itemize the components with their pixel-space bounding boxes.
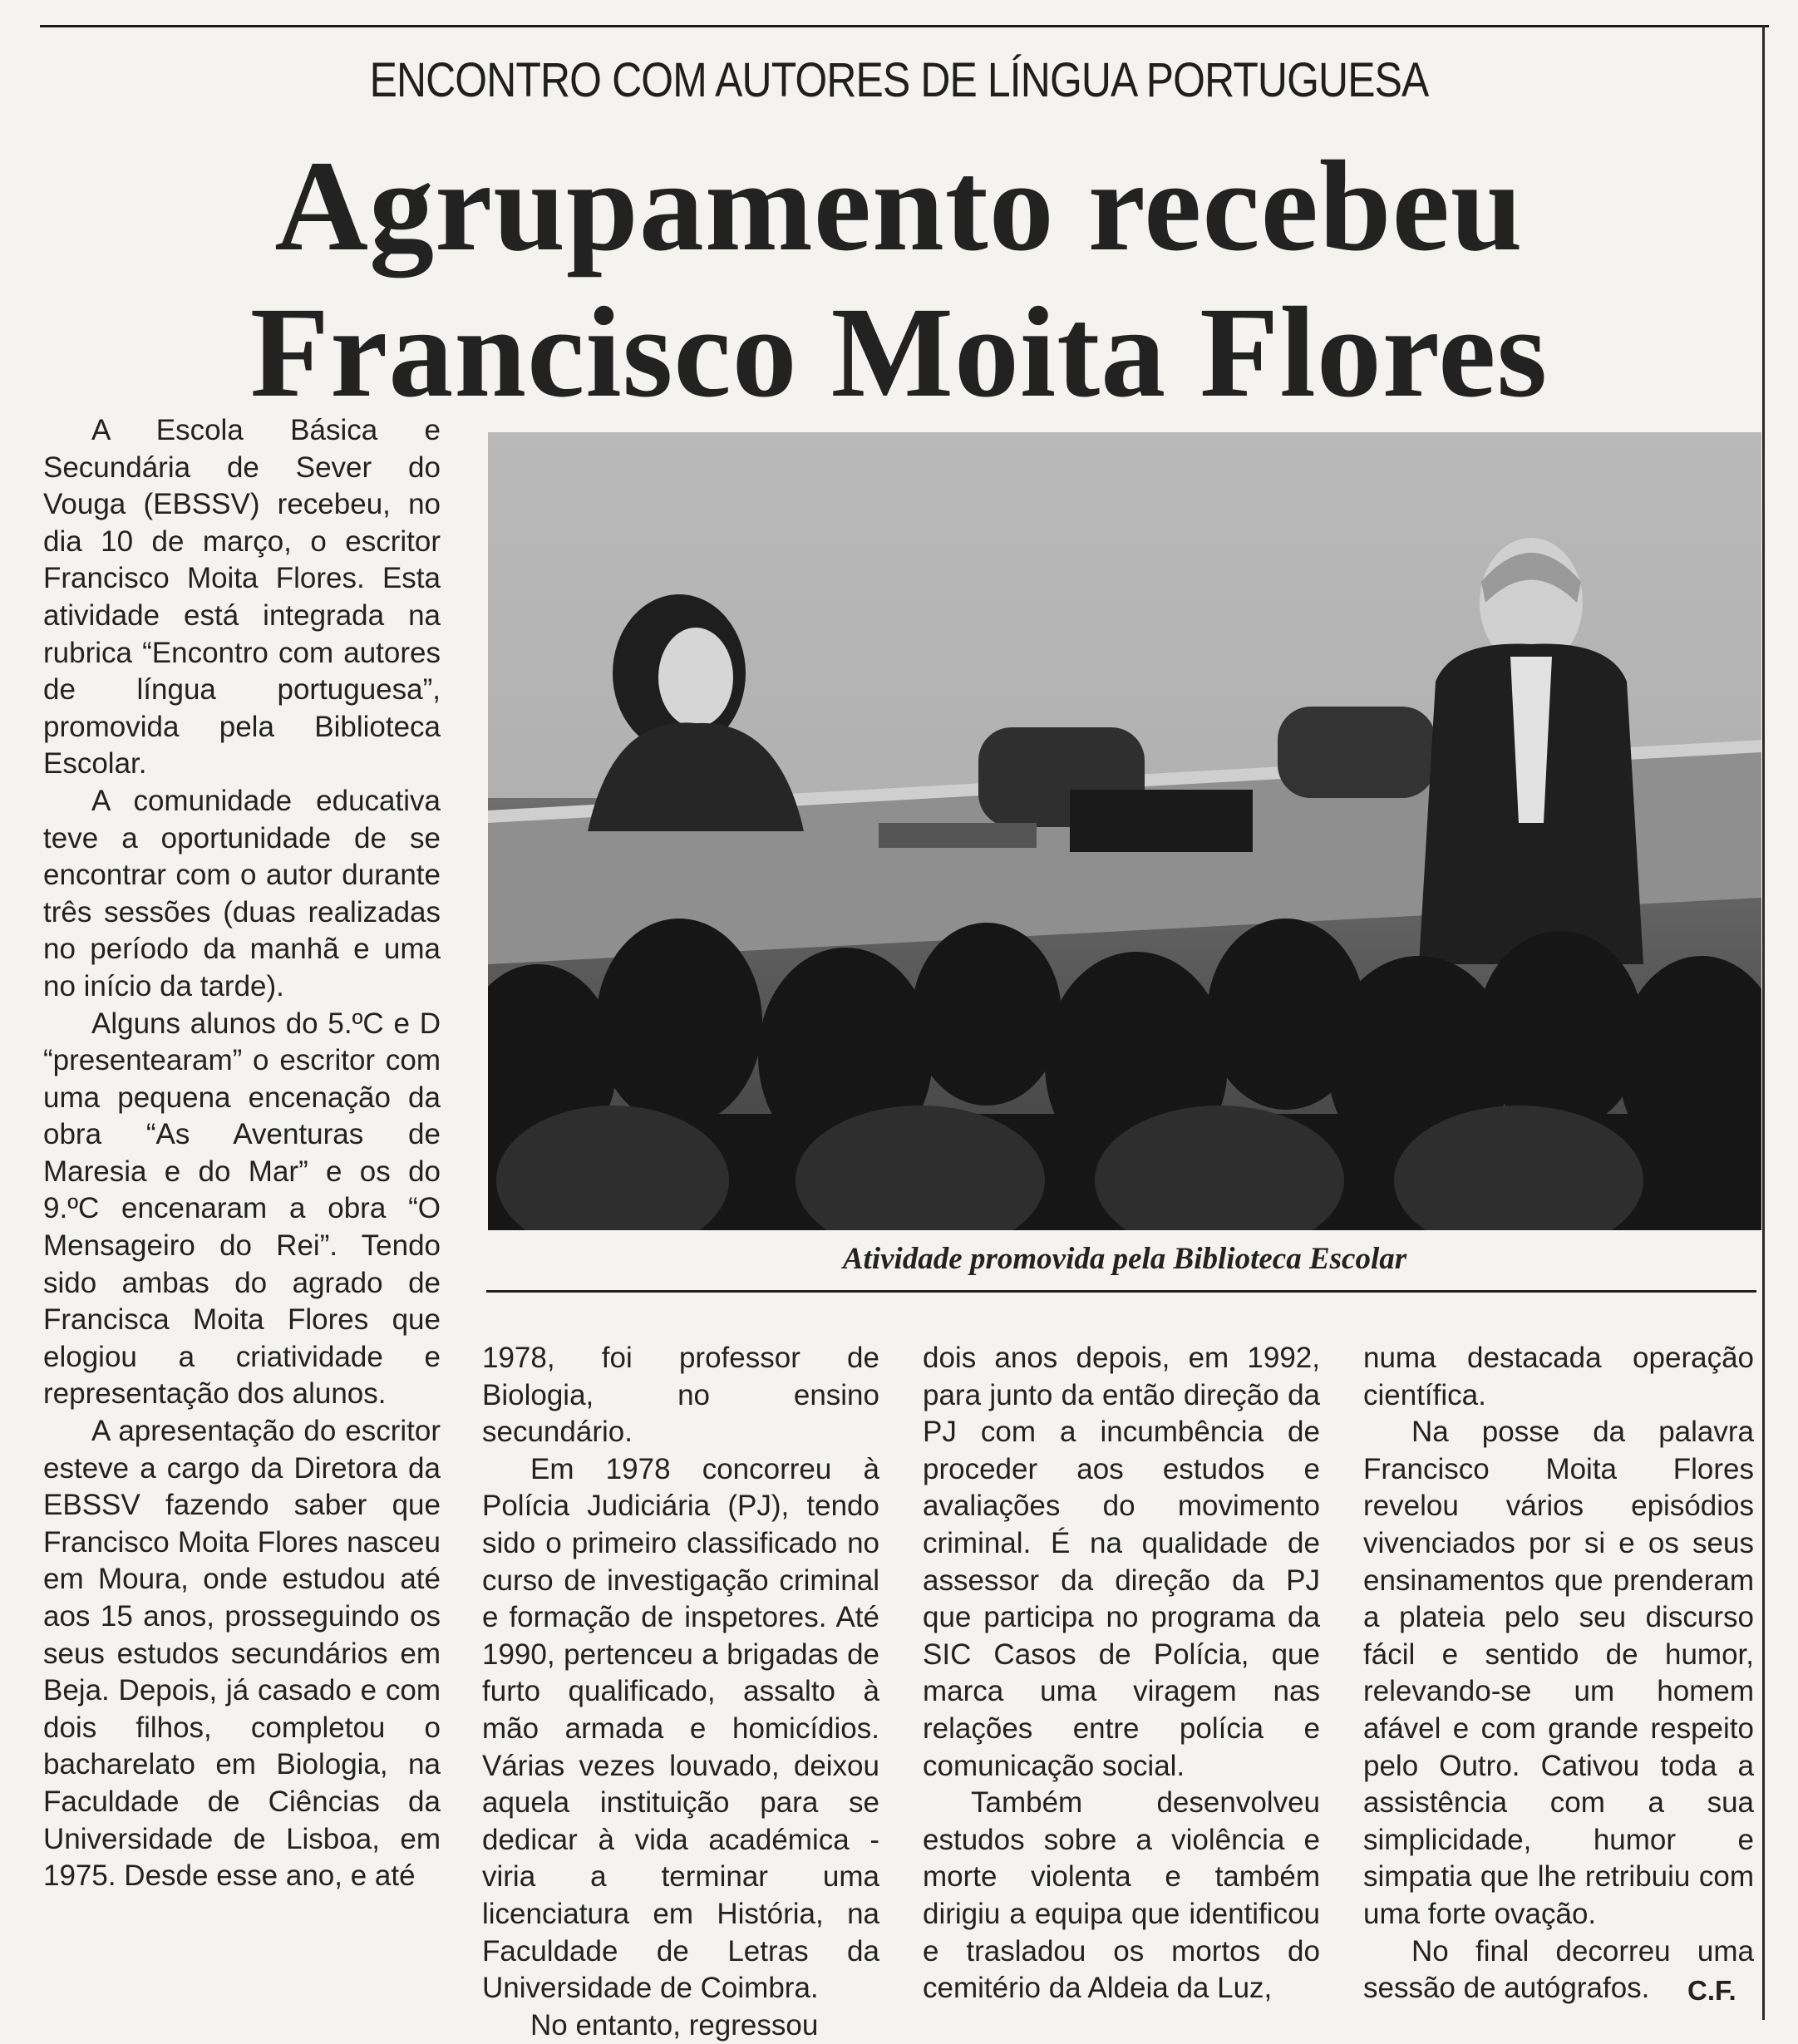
paragraph: Em 1978 concorreu à Polícia Judiciária (PJ), tendo sido o primeiro classificado no curso de investigação criminal e formação de inspetores. Até 1990, pertenceu a brigadas de furto qualificado, assalto à mão armada e homicídios. Várias vezes louvado, deixou aquela instituição para se dedicar à vida académica - viria a terminar uma licenciatura em História, na Faculdade de Letras da Universidade de Coimbra. (482, 1452, 879, 2005)
paragraph: Alguns alunos do 5.ºC e D “presentearam” o escritor com uma pequena encenação da obra “As Aventuras de Maresia e do Mar” e os do 9.ºC encenaram a obra “O Mensageiro do Rei”. Tendo sido ambas do agrado de Francisca Moita Flores que elogiou a criatividade e representação dos alunos. (43, 1007, 441, 1411)
paragraph: Na posse da palavra Francisco Moita Flores revelou vários episódios vivenciados por si e os seus ensinamentos que prenderam a plateia pelo seu discurso fácil e sentido de humor, relevando-se um homem afável e com grande respeito pelo Outro. Cativou toda a assistência com a sua simplicidade, humor e simpatia que lhe retribuiu com uma forte ovação. (1363, 1416, 1754, 1930)
text-column-2 (482, 1340, 879, 2044)
event-photo (488, 432, 1761, 1230)
caption-rule (486, 1290, 1756, 1293)
headline-line-1: Agrupamento recebeu (274, 134, 1524, 278)
paragraph: No final decorreu uma sessão de autógrafos. (1363, 1934, 1754, 2005)
paragraph: numa destacada operação científica. (1363, 1342, 1754, 1411)
photo-caption: Atividade promovida pela Biblioteca Escolar (842, 1242, 1407, 1276)
text-column-1 (43, 412, 441, 1895)
paragraph: 1978, foi professor de Biologia, no ensino secundário. (482, 1342, 879, 1449)
paragraph: No entanto, regressou (530, 2008, 819, 2042)
paragraph: A Escola Básica e Secundária de Sever do Vouga (EBSSV) recebeu, no dia 10 de março, o escritor Francisco Moita Flores. Esta atividade está integrada na rubrica “Encontro com autores de língua portuguesa”, promovida pela Biblioteca Escolar. (43, 414, 441, 781)
headline-line-2: Francisco Moita Flores (249, 280, 1549, 424)
paragraph: dois anos depois, em 1992, para junto da então direção da PJ com a incumbência de proceder aos estudos e avaliações do movimento criminal. É na qualidade de assessor da direção da PJ que participa no programa da SIC Casos de Polícia, que marca uma viragem nas relações entre polícia e comunicação social. (923, 1342, 1320, 1782)
author-signature: C.F. (1687, 1975, 1736, 2006)
text-column-4 (1363, 1340, 1754, 2007)
paragraph: A comunidade educativa teve a oportunidade de se encontrar com o autor durante três sessões (duas realizadas no período da manhã e uma no início da tarde). (43, 784, 441, 1002)
paragraph: A apresentação do escritor esteve a cargo da Diretora da EBSSV fazendo saber que Francisco Moita Flores nasceu em Moura, onde estudou até aos 15 anos, prosseguindo os seus estudos secundários em Beja. Depois, já casado e com dois filhos, completou o bacharelato em Biologia, na Faculdade de Ciências da Universidade de Lisboa, em 1975. Desde esse ano, e até (43, 1415, 441, 1893)
top-rule (40, 25, 1769, 27)
article-headline (0, 133, 1798, 426)
text-column-3 (923, 1340, 1320, 2007)
article-kicker: ENCONTRO COM AUTORES DE LÍNGUA PORTUGUESA (369, 53, 1429, 107)
paragraph: Também desenvolveu estudos sobre a violência e morte violenta e também dirigiu a equipa que identificou e trasladou os mortos do cemitério da Aldeia da Luz, (923, 1786, 1320, 2005)
